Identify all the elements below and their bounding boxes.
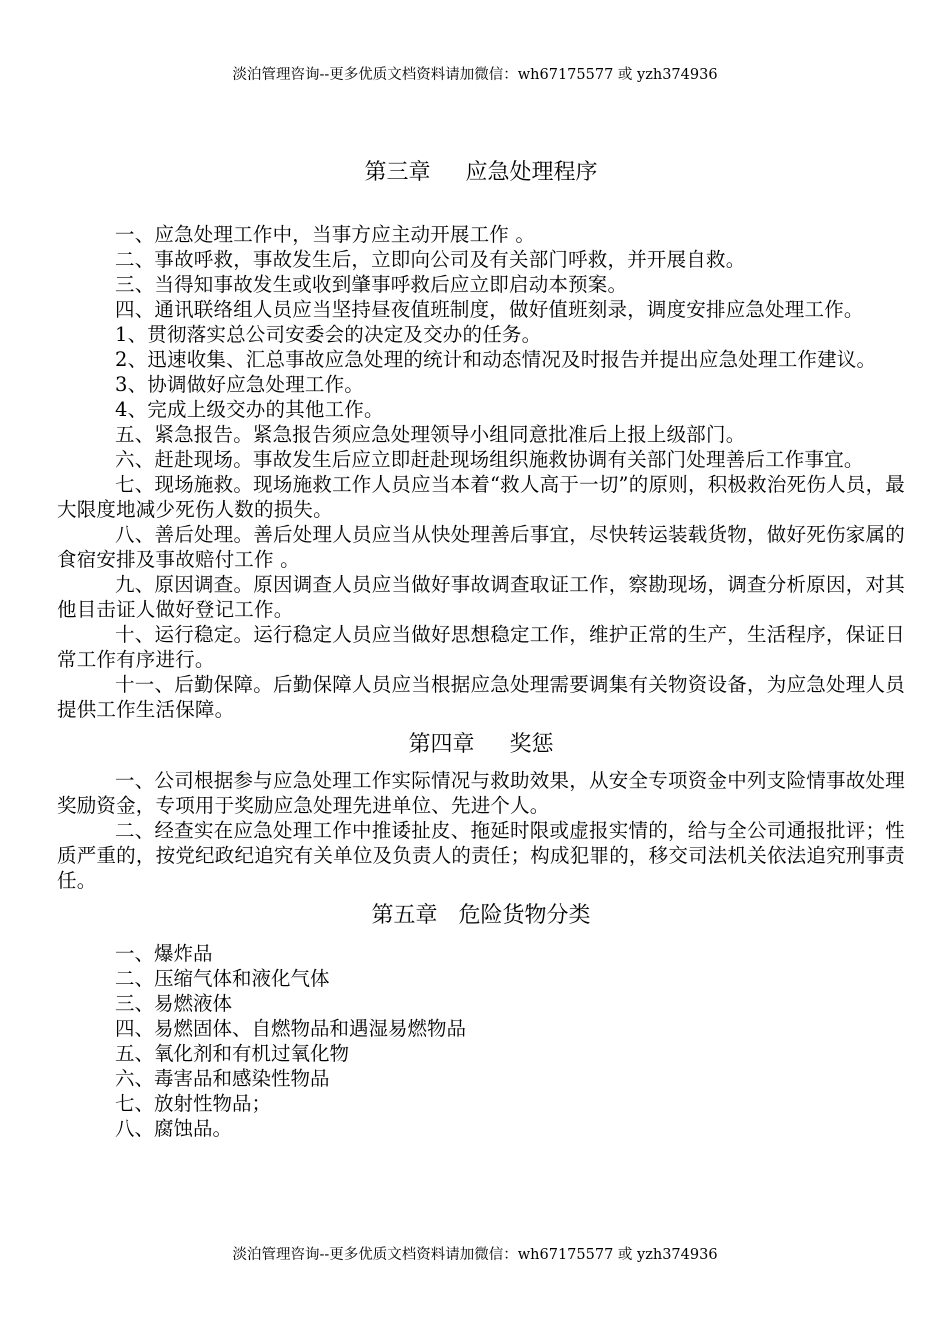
hazard-class-item: 三、易燃液体 <box>115 992 233 1015</box>
ch3-paragraph: 九、原因调查。原因调查人员应当做好事故调查取证工作，察勘现场，调查分析原因，对其他目击证人做好登记工作。 <box>57 573 905 621</box>
ch3-paragraph: 六、赶赴现场。事故发生后应立即赶赴现场组织施救协调有关部门处理善后工作事宜。 <box>115 448 864 471</box>
ch3-paragraph: 四、通讯联络组人员应当坚持昼夜值班制度，做好值班刻录，调度安排应急处理工作。 <box>115 298 864 321</box>
ch4-paragraph: 一、公司根据参与应急处理工作实际情况与救助效果，从安全专项资金中列支险情事故处理奖励资金，专项用于奖励应急处理先进单位、先进个人。 <box>57 769 905 817</box>
hazard-class-item: 八、腐蚀品。 <box>115 1117 233 1140</box>
ch3-paragraph: 二、事故呼救，事故发生后，立即向公司及有关部门呼救，并开展自救。 <box>115 248 746 271</box>
hazard-class-item: 六、毒害品和感染性物品 <box>115 1067 330 1090</box>
hazard-class-item: 七、放射性物品； <box>115 1092 272 1115</box>
chapter-3-title: 第三章 应急处理程序 <box>364 160 598 185</box>
ch3-paragraph: 4、完成上级交办的其他工作。 <box>115 398 384 421</box>
ch3-paragraph: 八、善后处理。善后处理人员应当从快处理善后事宜，尽快转运装载货物，做好死伤家属的食宿安排及事故赔付工作 。 <box>57 523 905 571</box>
ch3-paragraph: 十、运行稳定。运行稳定人员应当做好思想稳定工作，维护正常的生产，生活程序，保证日常工作有序进行。 <box>57 623 905 671</box>
ch3-paragraph: 十一、后勤保障。后勤保障人员应当根据应急处理需要调集有关物资设备，为应急处理人员提供工作生活保障。 <box>57 673 905 721</box>
ch3-paragraph: 七、现场施救。现场施救工作人员应当本着“救人高于一切”的原则，积极救治死伤人员，最大限度地减少死伤人数的损失。 <box>57 473 905 521</box>
ch3-paragraph: 1、贯彻落实总公司安委会的决定及交办的任务。 <box>115 323 542 346</box>
ch3-paragraph: 一、应急处理工作中，当事方应主动开展工作 。 <box>115 223 536 246</box>
chapter-4-title: 第四章 奖惩 <box>408 732 554 757</box>
chapter-5-title: 第五章 危险货物分类 <box>371 903 591 928</box>
ch3-paragraph: 3、协调做好应急处理工作。 <box>115 373 365 396</box>
hazard-class-item: 五、氧化剂和有机过氧化物 <box>115 1042 350 1065</box>
hazard-class-item: 一、爆炸品 <box>115 942 213 965</box>
ch3-paragraph: 三、当得知事故发生或收到肇事呼救后应立即启动本预案。 <box>115 273 628 296</box>
ch4-paragraph: 二、经查实在应急处理工作中推诿扯皮、拖延时限或虚报实情的，给与全公司通报批评；性质严重的，按党纪政纪追究有关单位及负责人的责任；构成犯罪的，移交司法机关依法追究刑事责任。 <box>57 819 905 892</box>
hazard-class-item: 四、易燃固体、自燃物品和遇湿易燃物品 <box>115 1017 467 1040</box>
ch3-paragraph: 2、迅速收集、汇总事故应急处理的统计和动态情况及时报告并提出应急处理工作建议。 <box>115 348 877 371</box>
page-header: 淡泊管理咨询--更多优质文档资料请加微信：wh67175577 或 yzh374936 <box>232 67 718 83</box>
ch3-paragraph: 五、紧急报告。紧急报告须应急处理领导小组同意批准后上报上级部门。 <box>115 423 746 446</box>
document-body <box>57 154 905 1141</box>
page-footer: 淡泊管理咨询--更多优质文档资料请加微信：wh67175577 或 yzh374936 <box>232 1247 718 1263</box>
hazard-class-item: 二、压缩气体和液化气体 <box>115 967 330 990</box>
